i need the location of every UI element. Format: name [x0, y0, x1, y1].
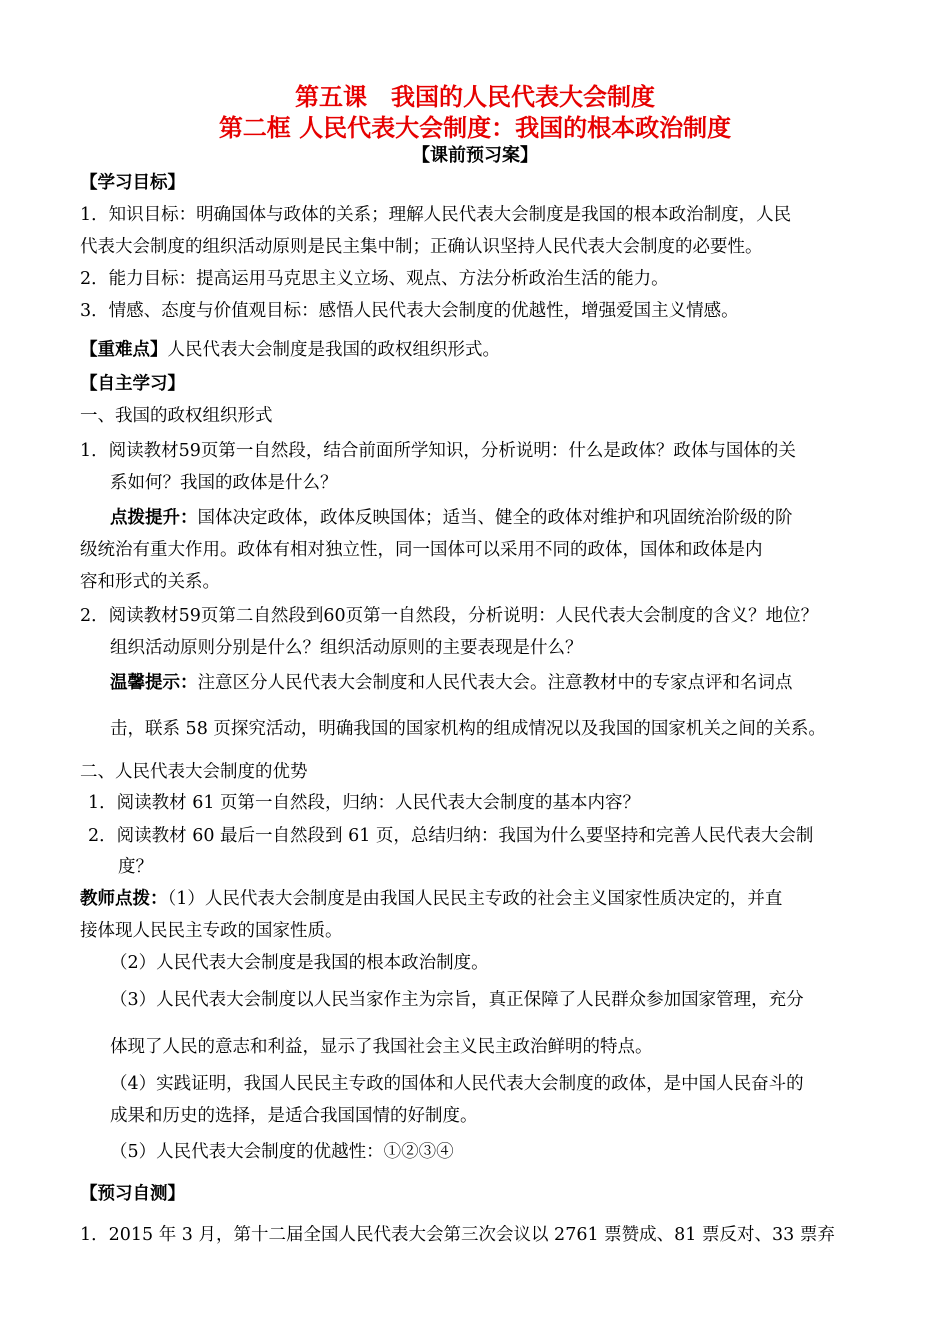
- goals-heading: 【学习目标】: [80, 173, 185, 193]
- question-cont: 组织活动原则分别是什么？组织活动原则的主要表现是什么？: [110, 638, 583, 658]
- section-heading: 一、我国的政权组织形式: [80, 406, 273, 426]
- goal-line: 代表大会制度的组织活动原则是民主集中制；正确认识坚持人民代表大会制度的必要性。: [80, 237, 763, 257]
- lesson-title: 第五课 我国的人民代表大会制度: [295, 82, 655, 111]
- section-title: 第二框 人民代表大会制度：我国的根本政治制度: [218, 113, 732, 142]
- self-study-heading: 【自主学习】: [80, 374, 185, 394]
- goal-line: 1．知识目标：明确国体与政体的关系；理解人民代表大会制度是我国的根本政治制度，人民: [80, 205, 792, 225]
- teacher-tip-label: 教师点拨：: [80, 889, 168, 909]
- question-cont: 系如何？我国的政体是什么？: [110, 473, 338, 493]
- key-points: [80, 339, 500, 361]
- goal-line: 2．能力目标：提高运用马克思主义立场、观点、方法分析政治生活的能力。: [80, 269, 669, 289]
- question: 1．阅读教材 61 页第一自然段，归纳：人民代表大会制度的基本内容？: [88, 793, 641, 813]
- teacher-tip-line: 接体现人民民主专政的国家性质。: [80, 921, 343, 941]
- tip-line: 点拨提升：国体决定政体，政体反映国体；适当、健全的政体对维护和巩固统治阶级的阶: [110, 508, 793, 528]
- teacher-tip-item: （5）人民代表大会制度的优越性：①②③④: [110, 1142, 454, 1162]
- key-points-label: 【重难点】: [80, 340, 168, 360]
- tip-line: 容和形式的关系。: [80, 572, 220, 592]
- goal-line: 3．情感、态度与价值观目标：感悟人民代表大会制度的优越性，增强爱国主义情感。: [80, 301, 739, 321]
- hint-label: 温馨提示：: [110, 673, 198, 693]
- question: 2．阅读教材 60 最后一自然段到 61 页，总结归纳：我国为什么要坚持和完善人民代表大会制: [88, 826, 814, 846]
- key-points-text: 人民代表大会制度是我国的政权组织形式。: [167, 340, 500, 360]
- teacher-tip-item: （3）人民代表大会制度以人民当家作主为宗旨，真正保障了人民群众参加国家管理，充分: [110, 990, 804, 1010]
- teacher-tip-item: 成果和历史的选择，是适合我国国情的好制度。: [110, 1106, 478, 1126]
- question: 2．阅读教材59页第二自然段到60页第一自然段，分析说明：人民代表大会制度的含义？地位？: [80, 606, 819, 626]
- self-test-heading: 【预习自测】: [80, 1184, 185, 1204]
- hint-line: 击，联系 58 页探究活动，明确我国的国家机构的组成情况以及我国的国家机关之间的关系。: [110, 719, 826, 739]
- teacher-tip-item: （2）人民代表大会制度是我国的根本政治制度。: [110, 953, 489, 973]
- teacher-tip-item: （4）实践证明，我国人民民主专政的国体和人民代表大会制度的政体，是中国人民奋斗的: [110, 1074, 804, 1094]
- section-tag: 【课前预习案】: [412, 145, 538, 166]
- hint-line: 温馨提示：注意区分人民代表大会制度和人民代表大会。注意教材中的专家点评和名词点: [110, 673, 793, 693]
- tip-line: 级统治有重大作用。政体有相对独立性，同一国体可以采用不同的政体，国体和政体是内: [80, 540, 763, 560]
- test-question: 1．2015 年 3 月，第十二届全国人民代表大会第三次会议以 2761 票赞成、81 票反对、33 票弃: [80, 1225, 835, 1245]
- question-cont: 度？: [118, 857, 153, 877]
- teacher-tip-item: 体现了人民的意志和利益，显示了我国社会主义民主政治鲜明的特点。: [110, 1037, 653, 1057]
- question: 1．阅读教材59页第一自然段，结合前面所学知识，分析说明：什么是政体？政体与国体的关: [80, 441, 796, 461]
- section-heading: 二、人民代表大会制度的优势: [80, 762, 308, 782]
- teacher-tip-line: 教师点拨：（1）人民代表大会制度是由我国人民民主专政的社会主义国家性质决定的，并直: [80, 889, 783, 909]
- tip-label: 点拨提升：: [110, 508, 198, 528]
